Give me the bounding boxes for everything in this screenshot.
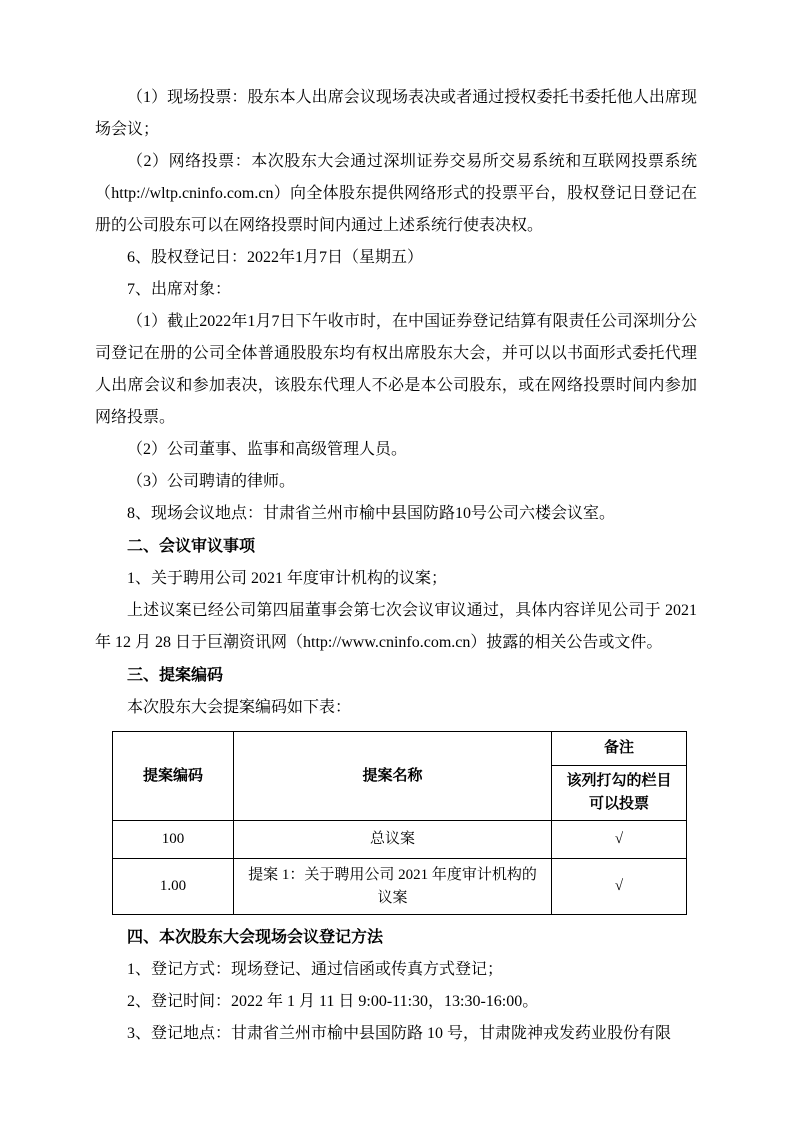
col-header-proposal-code: 提案编码 <box>113 732 234 821</box>
para-onsite-voting: （1）现场投票：股东本人出席会议现场表决或者通过授权委托书委托他人出席现场会议； <box>95 89 697 138</box>
cell-proposal-name: 提案 1：关于聘用公司 2021 年度审计机构的议案 <box>234 859 552 915</box>
para-proposal-approval-note: 上述议案已经公司第四届董事会第七次会议审议通过，具体内容详见公司于 2021 年 12 月 28 日于巨潮资讯网（http://www.cninfo.com.cn）披露的相关公告或文件。 <box>95 602 697 651</box>
cell-proposal-code: 100 <box>113 821 234 859</box>
heading-section-3-proposal-codes: 三、提案编码 <box>127 667 224 684</box>
heading-section-2-agenda: 二、会议审议事项 <box>127 538 256 555</box>
cell-vote-check: √ <box>552 859 687 915</box>
para-attendees-directors: （2）公司董事、监事和高级管理人员。 <box>127 441 408 458</box>
para-registration-location: 3、登记地点：甘肃省兰州市榆中县国防路 10 号，甘肃陇神戎发药业股份有限 <box>127 1025 672 1042</box>
proposal-code-table <box>112 731 687 915</box>
col-header-remark: 备注 <box>552 732 687 766</box>
para-attendees-lawyers: （3）公司聘请的律师。 <box>127 473 296 490</box>
para-registration-time: 2、登记时间：2022 年 1 月 11 日 9:00-11:30，13:30-16:00。 <box>127 993 539 1010</box>
col-header-proposal-name: 提案名称 <box>234 732 552 821</box>
table-row-total-proposal <box>113 821 687 859</box>
para-attendees-title: 7、出席对象： <box>127 281 232 298</box>
para-table-intro: 本次股东大会提案编码如下表： <box>127 699 352 716</box>
para-meeting-location: 8、现场会议地点：甘肃省兰州市榆中县国防路10号公司六楼会议室。 <box>127 505 616 522</box>
table-header-row-1 <box>113 732 687 766</box>
col-header-remark-note: 该列打勾的栏目可以投票 <box>552 766 687 821</box>
para-online-voting: （2）网络投票：本次股东大会通过深圳证券交易所交易系统和互联网投票系统（http://wltp.cninfo.com.cn）向全体股东提供网络形式的投票平台，股权登记日登记在册的公司股东可以在网络投票时间内通过上述系统行使表决权。 <box>95 153 697 234</box>
cell-proposal-code: 1.00 <box>113 859 234 915</box>
table-row-proposal-1 <box>113 859 687 915</box>
para-registration-method: 1、登记方式：现场登记、通过信函或传真方式登记； <box>127 961 504 978</box>
cell-vote-check: √ <box>552 821 687 859</box>
para-attendees-shareholders: （1）截止2022年1月7日下午收市时，在中国证券登记结算有限责任公司深圳分公司登记在册的公司全体普通股股东均有权出席股东大会，并可以以书面形式委托代理人出席会议和参加表决，该股东代理人不必是本公司股东，或在网络投票时间内参加网络投票。 <box>95 313 697 426</box>
heading-section-4-registration: 四、本次股东大会现场会议登记方法 <box>127 929 384 946</box>
cell-proposal-name: 总议案 <box>234 821 552 859</box>
para-record-date: 6、股权登记日：2022年1月7日（星期五） <box>127 249 424 266</box>
para-proposal-audit: 1、关于聘用公司 2021 年度审计机构的议案； <box>127 570 448 587</box>
